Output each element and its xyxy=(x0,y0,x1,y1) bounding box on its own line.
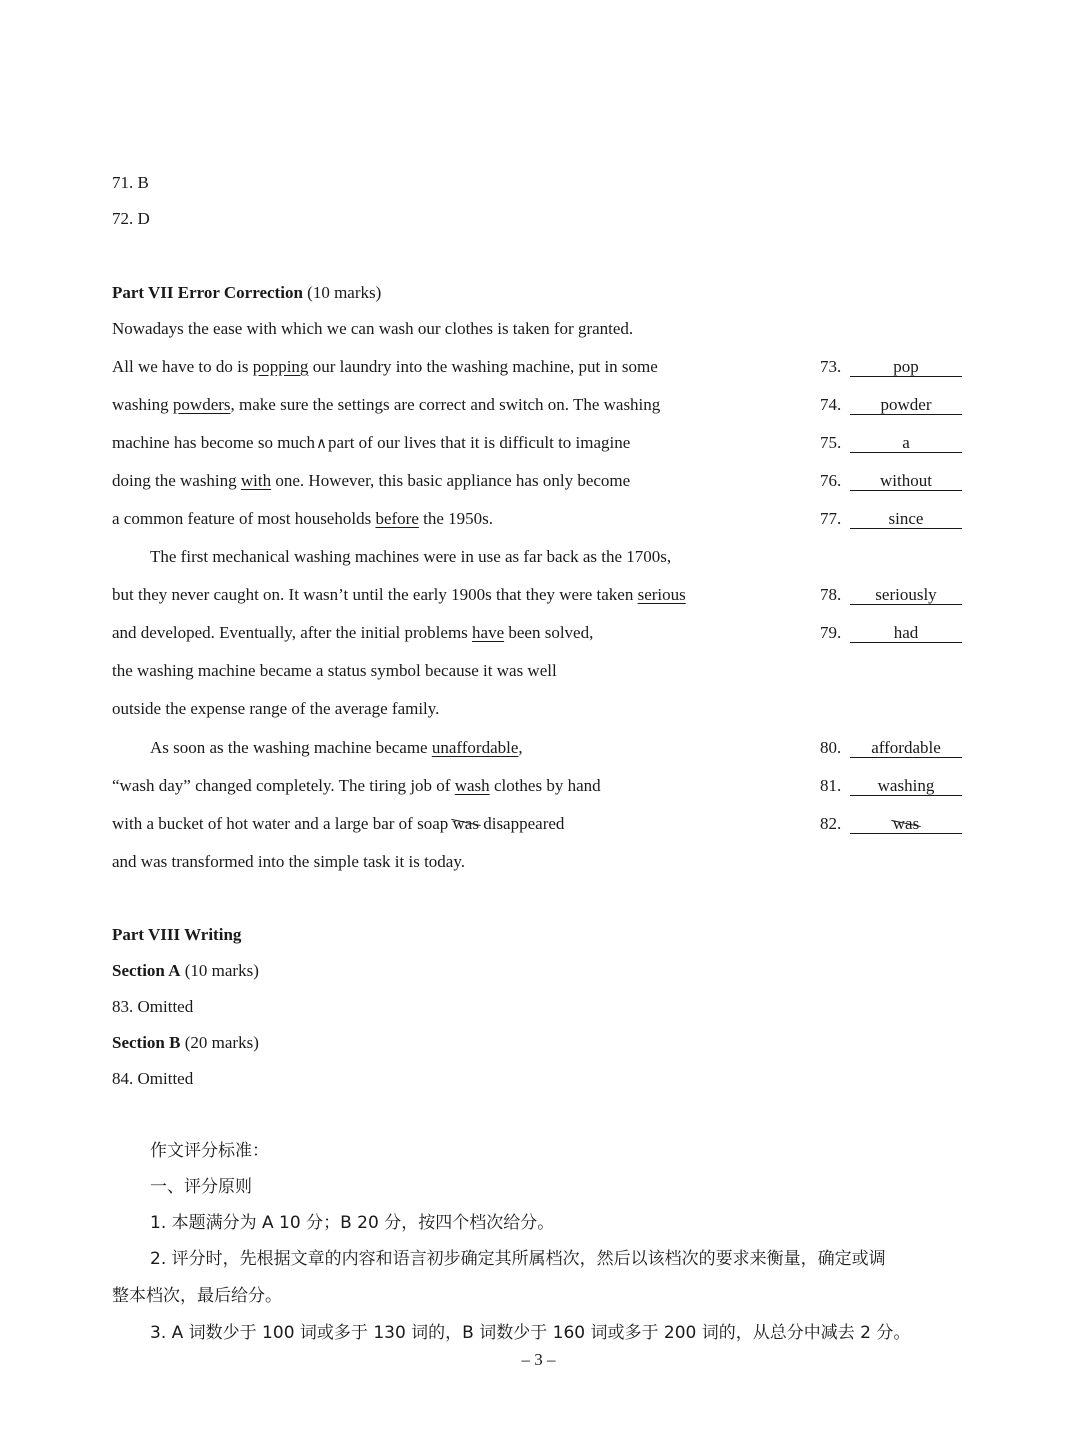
error-word: popping xyxy=(252,357,309,376)
error-word: serious xyxy=(637,585,686,604)
criteria-item-2-cont: 整本档次，最后给分。 xyxy=(112,1286,282,1306)
page-number: – 3 – xyxy=(521,1350,556,1369)
answer-item: 75. a xyxy=(820,432,962,454)
part7-heading xyxy=(112,282,381,304)
answer-item: 73. pop xyxy=(820,356,962,378)
answer-text: a xyxy=(902,433,910,452)
answer-text: seriously xyxy=(875,585,937,604)
answer-item: 80. affordable xyxy=(820,737,962,759)
answer-text: affordable xyxy=(871,738,941,757)
error-word: before xyxy=(375,509,419,528)
answer-text: had xyxy=(893,623,919,642)
answer-item: 77. since xyxy=(820,508,962,530)
answer-item: 76. without xyxy=(820,470,962,492)
passage-line: and developed. Eventually, after the initial problems have been solved, xyxy=(112,623,594,642)
error-word: powders xyxy=(172,395,231,414)
answer-text-struck: was xyxy=(892,814,920,833)
answer-item: 74. powder xyxy=(820,394,962,416)
passage-line: All we have to do is popping our laundry into the washing machine, put in some xyxy=(112,357,658,376)
answer-item: 79. had xyxy=(820,622,962,644)
answer-item: 82. was xyxy=(820,813,962,835)
item-84: 84. Omitted xyxy=(112,1069,194,1088)
passage-line: machine has become so much∧part of our lives that it is difficult to imagine xyxy=(112,433,631,452)
passage-line: “wash day” changed completely. The tiring job of wash clothes by hand xyxy=(112,776,601,795)
passage-line: The first mechanical washing machines were in use as far back as the 1700s, xyxy=(150,547,672,566)
passage-line: Nowadays the ease with which we can wash our clothes is taken for granted. xyxy=(112,319,634,338)
answer-item: 81. washing xyxy=(820,775,962,797)
criteria-item-1: 1. 本题满分为 A 10 分；B 20 分，按四个档次给分。 xyxy=(150,1213,555,1233)
passage-line: with a bucket of hot water and a large bar of soap was disappeared xyxy=(112,814,565,833)
error-word: unaffordable xyxy=(431,738,519,757)
passage-line: As soon as the washing machine became unaffordable, xyxy=(150,738,523,757)
answer-text: since xyxy=(888,509,924,528)
criteria-item-2: 2. 评分时，先根据文章的内容和语言初步确定其所属档次，然后以该档次的要求来衡量，确定或调 xyxy=(150,1249,886,1269)
section-a-heading: Section A (10 marks) xyxy=(112,961,259,980)
answer-item: 78. seriously xyxy=(820,584,962,606)
deleted-word: was xyxy=(452,814,479,833)
passage-line: a common feature of most households before the 1950s. xyxy=(112,509,494,528)
error-word: wash xyxy=(454,776,490,795)
passage-line: doing the washing with one. However, this basic appliance has only become xyxy=(112,471,631,490)
part7-marks: (10 marks) xyxy=(307,283,382,302)
part8-title: Part VIII Writing xyxy=(112,925,242,944)
passage-line: washing powders, make sure the settings are correct and switch on. The washing xyxy=(112,395,661,414)
criteria-subheading: 一、评分原则 xyxy=(150,1177,252,1197)
answer-text: pop xyxy=(893,357,919,376)
answer-72: 72. D xyxy=(112,209,150,228)
part7-title: Part VII Error Correction xyxy=(112,283,303,302)
error-word: have xyxy=(472,623,505,642)
answer-text: washing xyxy=(877,776,935,795)
passage-line: but they never caught on. It wasn’t until the early 1900s that they were taken serious xyxy=(112,585,686,604)
passage-line: the washing machine became a status symbol because it was well xyxy=(112,661,557,680)
answer-text: without xyxy=(880,471,932,490)
error-word: with xyxy=(240,471,272,490)
section-b-heading: Section B (20 marks) xyxy=(112,1033,259,1052)
insertion-caret: ∧ xyxy=(316,434,327,452)
passage-line: outside the expense range of the average family. xyxy=(112,699,440,718)
item-83: 83. Omitted xyxy=(112,997,194,1016)
answer-71: 71. B xyxy=(112,173,149,192)
criteria-item-3: 3. A 词数少于 100 词或多于 130 词的，B 词数少于 160 词或多于 200 词的，从总分中减去 2 分。 xyxy=(150,1323,911,1343)
criteria-heading: 作文评分标准： xyxy=(150,1141,269,1161)
passage-line: and was transformed into the simple task it is today. xyxy=(112,852,465,871)
answer-text: powder xyxy=(880,395,932,414)
